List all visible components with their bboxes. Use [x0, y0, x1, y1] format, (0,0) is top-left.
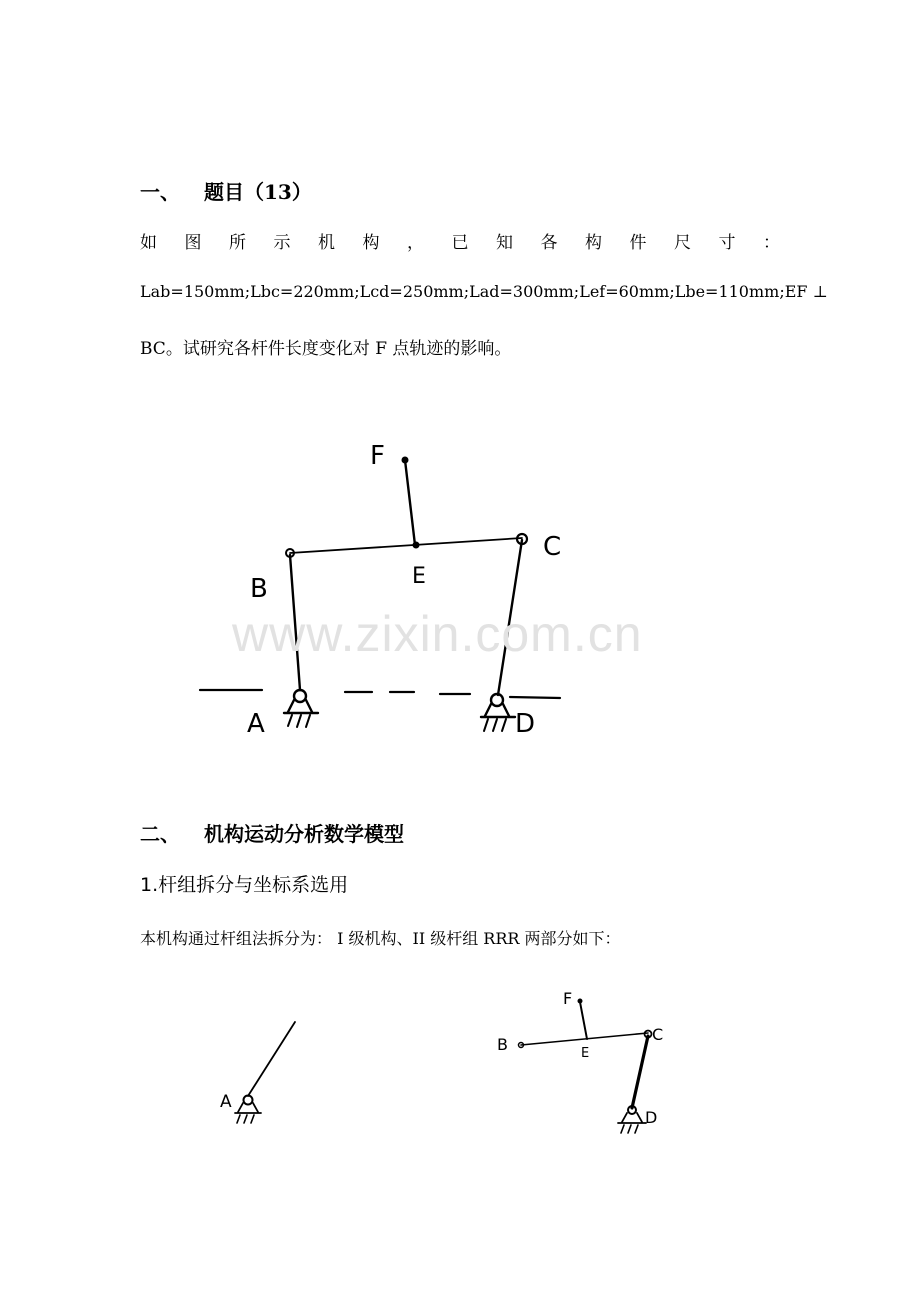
problem-char: 尺 [674, 233, 691, 253]
decomposition-intro: 本机构通过杆组法拆分为： I 级机构、II 级杆组 RRR 两部分如下： [140, 929, 621, 948]
subsection-1-title: 1.杆组拆分与坐标系选用 [140, 874, 349, 896]
link-ef [405, 460, 415, 545]
crank-link [248, 1022, 295, 1096]
dyad-link-cd [632, 1036, 648, 1108]
problem-char: 构 [362, 233, 380, 253]
section-1-title: 题目（13） [204, 180, 312, 204]
problem-char: 机 [318, 233, 335, 253]
decomposition-figure [0, 960, 920, 1160]
label-a: A [247, 709, 265, 739]
ground-dashed-line [200, 690, 560, 698]
problem-char: ： [763, 233, 780, 253]
link-bc [290, 538, 522, 553]
problem-char: 所 [229, 233, 246, 253]
section-2-heading [140, 818, 404, 847]
label-d: D [515, 709, 536, 739]
problem-char: ， [407, 233, 424, 253]
dyad-label-c: C [652, 1025, 664, 1044]
problem-char: 寸 [718, 233, 736, 253]
dyad-label-f: F [563, 989, 573, 1008]
dyad-joint-f [578, 999, 582, 1003]
section-2-title: 机构运动分析数学模型 [204, 822, 404, 846]
dyad-link-bc [521, 1033, 648, 1045]
joint-e [413, 542, 419, 548]
problem-char: 图 [184, 233, 202, 253]
problem-char: 件 [629, 233, 647, 253]
ground-support-d [481, 694, 515, 731]
section-1-number: 一、 [140, 180, 180, 204]
crank-label-a: A [220, 1092, 232, 1112]
dyad-sketch [519, 999, 652, 1133]
problem-char: 各 [540, 233, 558, 253]
watermark: www.zixin.com.cn [232, 606, 643, 662]
problem-char: 示 [273, 233, 291, 253]
section-2-number: 二、 [140, 822, 180, 846]
crank-sketch [235, 1022, 295, 1123]
ground-support-a [284, 690, 318, 727]
dyad-link-ef [580, 1002, 587, 1039]
label-e: E [412, 564, 426, 589]
problem-char: 知 [496, 233, 513, 253]
problem-char: 构 [585, 233, 602, 253]
joint-f [402, 457, 408, 463]
dyad-label-b: B [497, 1035, 508, 1054]
problem-line-2: Lab=150mm;Lbc=220mm;Lcd=250mm;Lad=300mm;Lef=60mm;Lbe=110mm;EF ⊥ [140, 282, 828, 301]
label-b: B [250, 574, 268, 604]
problem-char: 已 [451, 233, 469, 253]
problem-char: 如 [140, 233, 157, 253]
label-c: C [543, 532, 562, 562]
problem-line-3: BC。试研究各杆件长度变化对 F 点轨迹的影响。 [140, 339, 512, 359]
label-f: F [370, 441, 385, 471]
dyad-label-d: D [645, 1108, 658, 1127]
dyad-label-e: E [581, 1046, 590, 1061]
